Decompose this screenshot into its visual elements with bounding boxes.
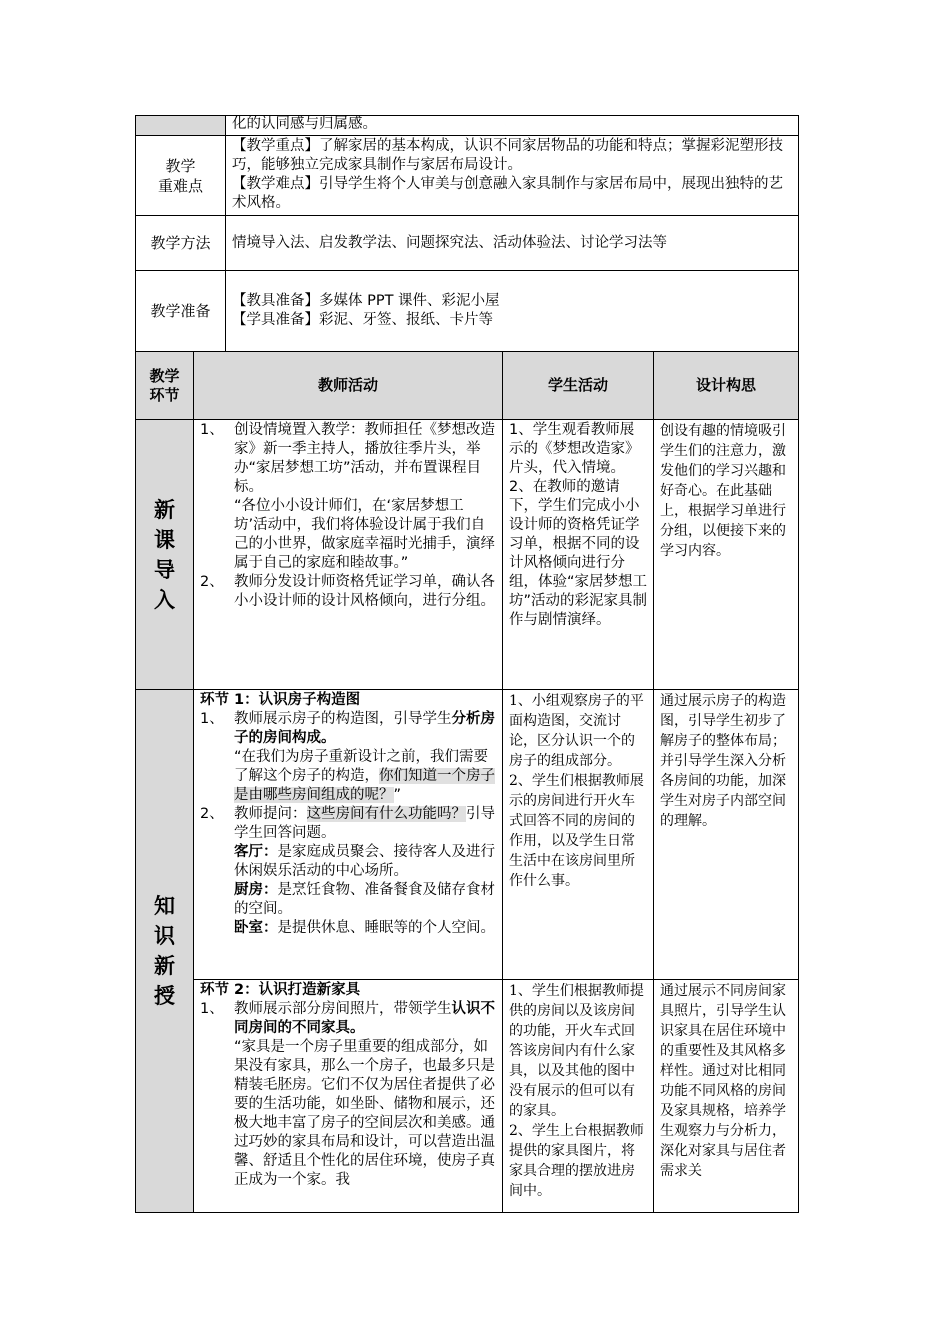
part2-quote: “家具是一个房子里重要的组成部分，如果没有家具，那么一个房子，也最多只是精装毛胚房。它们不仅为居住者提供了必要的生活功能，如坐卧、储物和展示，还极大地丰富了房子的空间层次和美感。通过巧妙的家具布局和设计，可以营造出温馨、舒适且个性化的居住环境，使房子真正成为一个家。我 [234, 1039, 495, 1188]
continuation-label-cell [136, 116, 226, 136]
knowledge-stage-label: 知 识 新 授 [136, 690, 194, 1213]
header-design: 设计构思 [654, 352, 799, 420]
intro-teacher-activity [194, 420, 503, 690]
intro-design: 创设有趣的情境吸引学生们的注意力，激发他们的学习兴趣和好奇心。在此基础上，根据学习单进行分组，以便接下来的学习内容。 [654, 420, 799, 690]
part1-student-item: 2、学生们根据教师展示的房间进行开火车式回答不同的房间的作用，以及学生日常生活中在该房间里所作什么事。 [509, 773, 644, 889]
room-living: 客厅：是家庭成员聚会、接待客人及进行休闲娱乐活动的中心场所。 [234, 844, 495, 879]
intro-student-item: 1、学生观看教师展示的《梦想改造家》片头，代入情境。 [509, 422, 640, 476]
stage-header-row [136, 352, 799, 420]
part1-item-2: 2、 教师提问：这些房间有什么功能吗？引导学生回答问题。 [200, 806, 495, 841]
teacher-materials: 【教具准备】多媒体 PPT 课件、彩泥小屋 [232, 293, 500, 309]
room-bedroom: 卧室：是提供休息、睡眠等的个人空间。 [234, 920, 495, 936]
intro-teacher-item: “各位小小设计师们，在‘家居梦想工坊’活动中，我们将体验设计属于我们自己的小世界，做家庭幸福时光捕手，演绎属于自己的家庭和睦故事。” [234, 498, 495, 571]
student-materials: 【学具准备】彩泥、牙签、报纸、卡片等 [232, 312, 493, 328]
intro-row [136, 420, 799, 690]
part1-student-item: 1、小组观察房子的平面构造图，交流讨论，区分认识一个的房子的组成部分。 [509, 693, 644, 769]
part1-quote: “在我们为房子重新设计之前，我们需要了解这个房子的构造，你们知道一个房子是由哪些房间组成的呢？” [234, 749, 495, 803]
knowledge-part2-design: 通过展示不同房间家具照片，引导学生认识家具在居住环境中的重要性及其风格多样性。通过对比相同功能不同风格的房间及家具规格，培养学生观察力与分析力，深化对家具与居住者需求关 [654, 980, 799, 1213]
knowledge-part2-student [503, 980, 654, 1213]
knowledge-part1-teacher [194, 690, 503, 980]
knowledge-part2-row [136, 980, 799, 1213]
intro-student-activity [503, 420, 654, 690]
knowledge-part1-student [503, 690, 654, 980]
prep-row [136, 271, 799, 352]
header-student: 学生活动 [503, 352, 654, 420]
intro-stage-label: 新 课 导 入 [136, 420, 194, 690]
part1-item-1: 1、 教师展示房子的构造图，引导学生分析房子的房间构成。 [200, 711, 495, 746]
intro-teacher-item: 2、 教师分发设计师资格凭证学习单，确认各小小设计师的设计风格倾向，进行分组。 [200, 574, 495, 609]
part2-student-item: 1、学生们根据教师提供的房间以及该房间的功能，开火车式回答该房间内有什么家具，以及其他的图中没有展示的但可以有的家具。 [509, 983, 644, 1119]
lesson-plan-table [135, 115, 799, 1213]
knowledge-part1-row [136, 690, 799, 980]
prep-content [226, 271, 799, 352]
intro-teacher-item: 1、 创设情境置入教学：教师担任《梦想改造家》新一季主持人，播放往季片头，举办“家居梦想工坊”活动，并布置课程目标。 [200, 422, 495, 495]
header-stage: 教学 环节 [136, 352, 194, 420]
part1-title: 环节 1：认识房子构造图 [200, 692, 361, 708]
teaching-key-point: 【教学重点】了解家居的基本构成，认识不同家居物品的功能和特点；掌握彩泥塑形技巧，能够独立完成家具制作与家居布局设计。 [232, 138, 783, 173]
lesson-plan-page [135, 115, 798, 1213]
methods-row [136, 216, 799, 271]
methods-label: 教学方法 [136, 216, 226, 271]
methods-text: 情境导入法、启发教学法、问题探究法、活动体验法、讨论学习法等 [226, 216, 799, 271]
key-points-content [226, 136, 799, 216]
part2-title: 环节 2：认识打造新家具 [200, 982, 361, 998]
room-kitchen: 厨房：是烹饪食物、准备餐食及储存食材的空间。 [234, 882, 495, 917]
knowledge-part2-teacher [194, 980, 503, 1213]
continuation-text: 化的认同感与归属感。 [226, 116, 799, 136]
part2-item-1: 1、 教师展示部分房间照片，带领学生认识不同房间的不同家具。 [200, 1001, 495, 1036]
key-points-row [136, 136, 799, 216]
continuation-row [136, 116, 799, 136]
part2-student-item: 2、学生上台根据教师提供的家具图片，将家具合理的摆放进房间中。 [509, 1123, 644, 1199]
key-points-label: 教学 重难点 [136, 136, 226, 216]
knowledge-part1-design: 通过展示房子的构造图，引导学生初步了解房子的整体布局；并引导学生深入分析各房间的功能，加深学生对房子内部空间的理解。 [654, 690, 799, 980]
teaching-difficulty: 【教学难点】引导学生将个人审美与创意融入家具制作与家居布局中，展现出独特的艺术风格。 [232, 176, 783, 211]
header-teacher: 教师活动 [194, 352, 503, 420]
intro-student-item: 2、在教师的邀请下，学生们完成小小设计师的资格凭证学习单，根据不同的设计风格倾向进行分组，体验“家居梦想工坊”活动的彩泥家具制作与剧情演绎。 [509, 479, 648, 628]
prep-label: 教学准备 [136, 271, 226, 352]
